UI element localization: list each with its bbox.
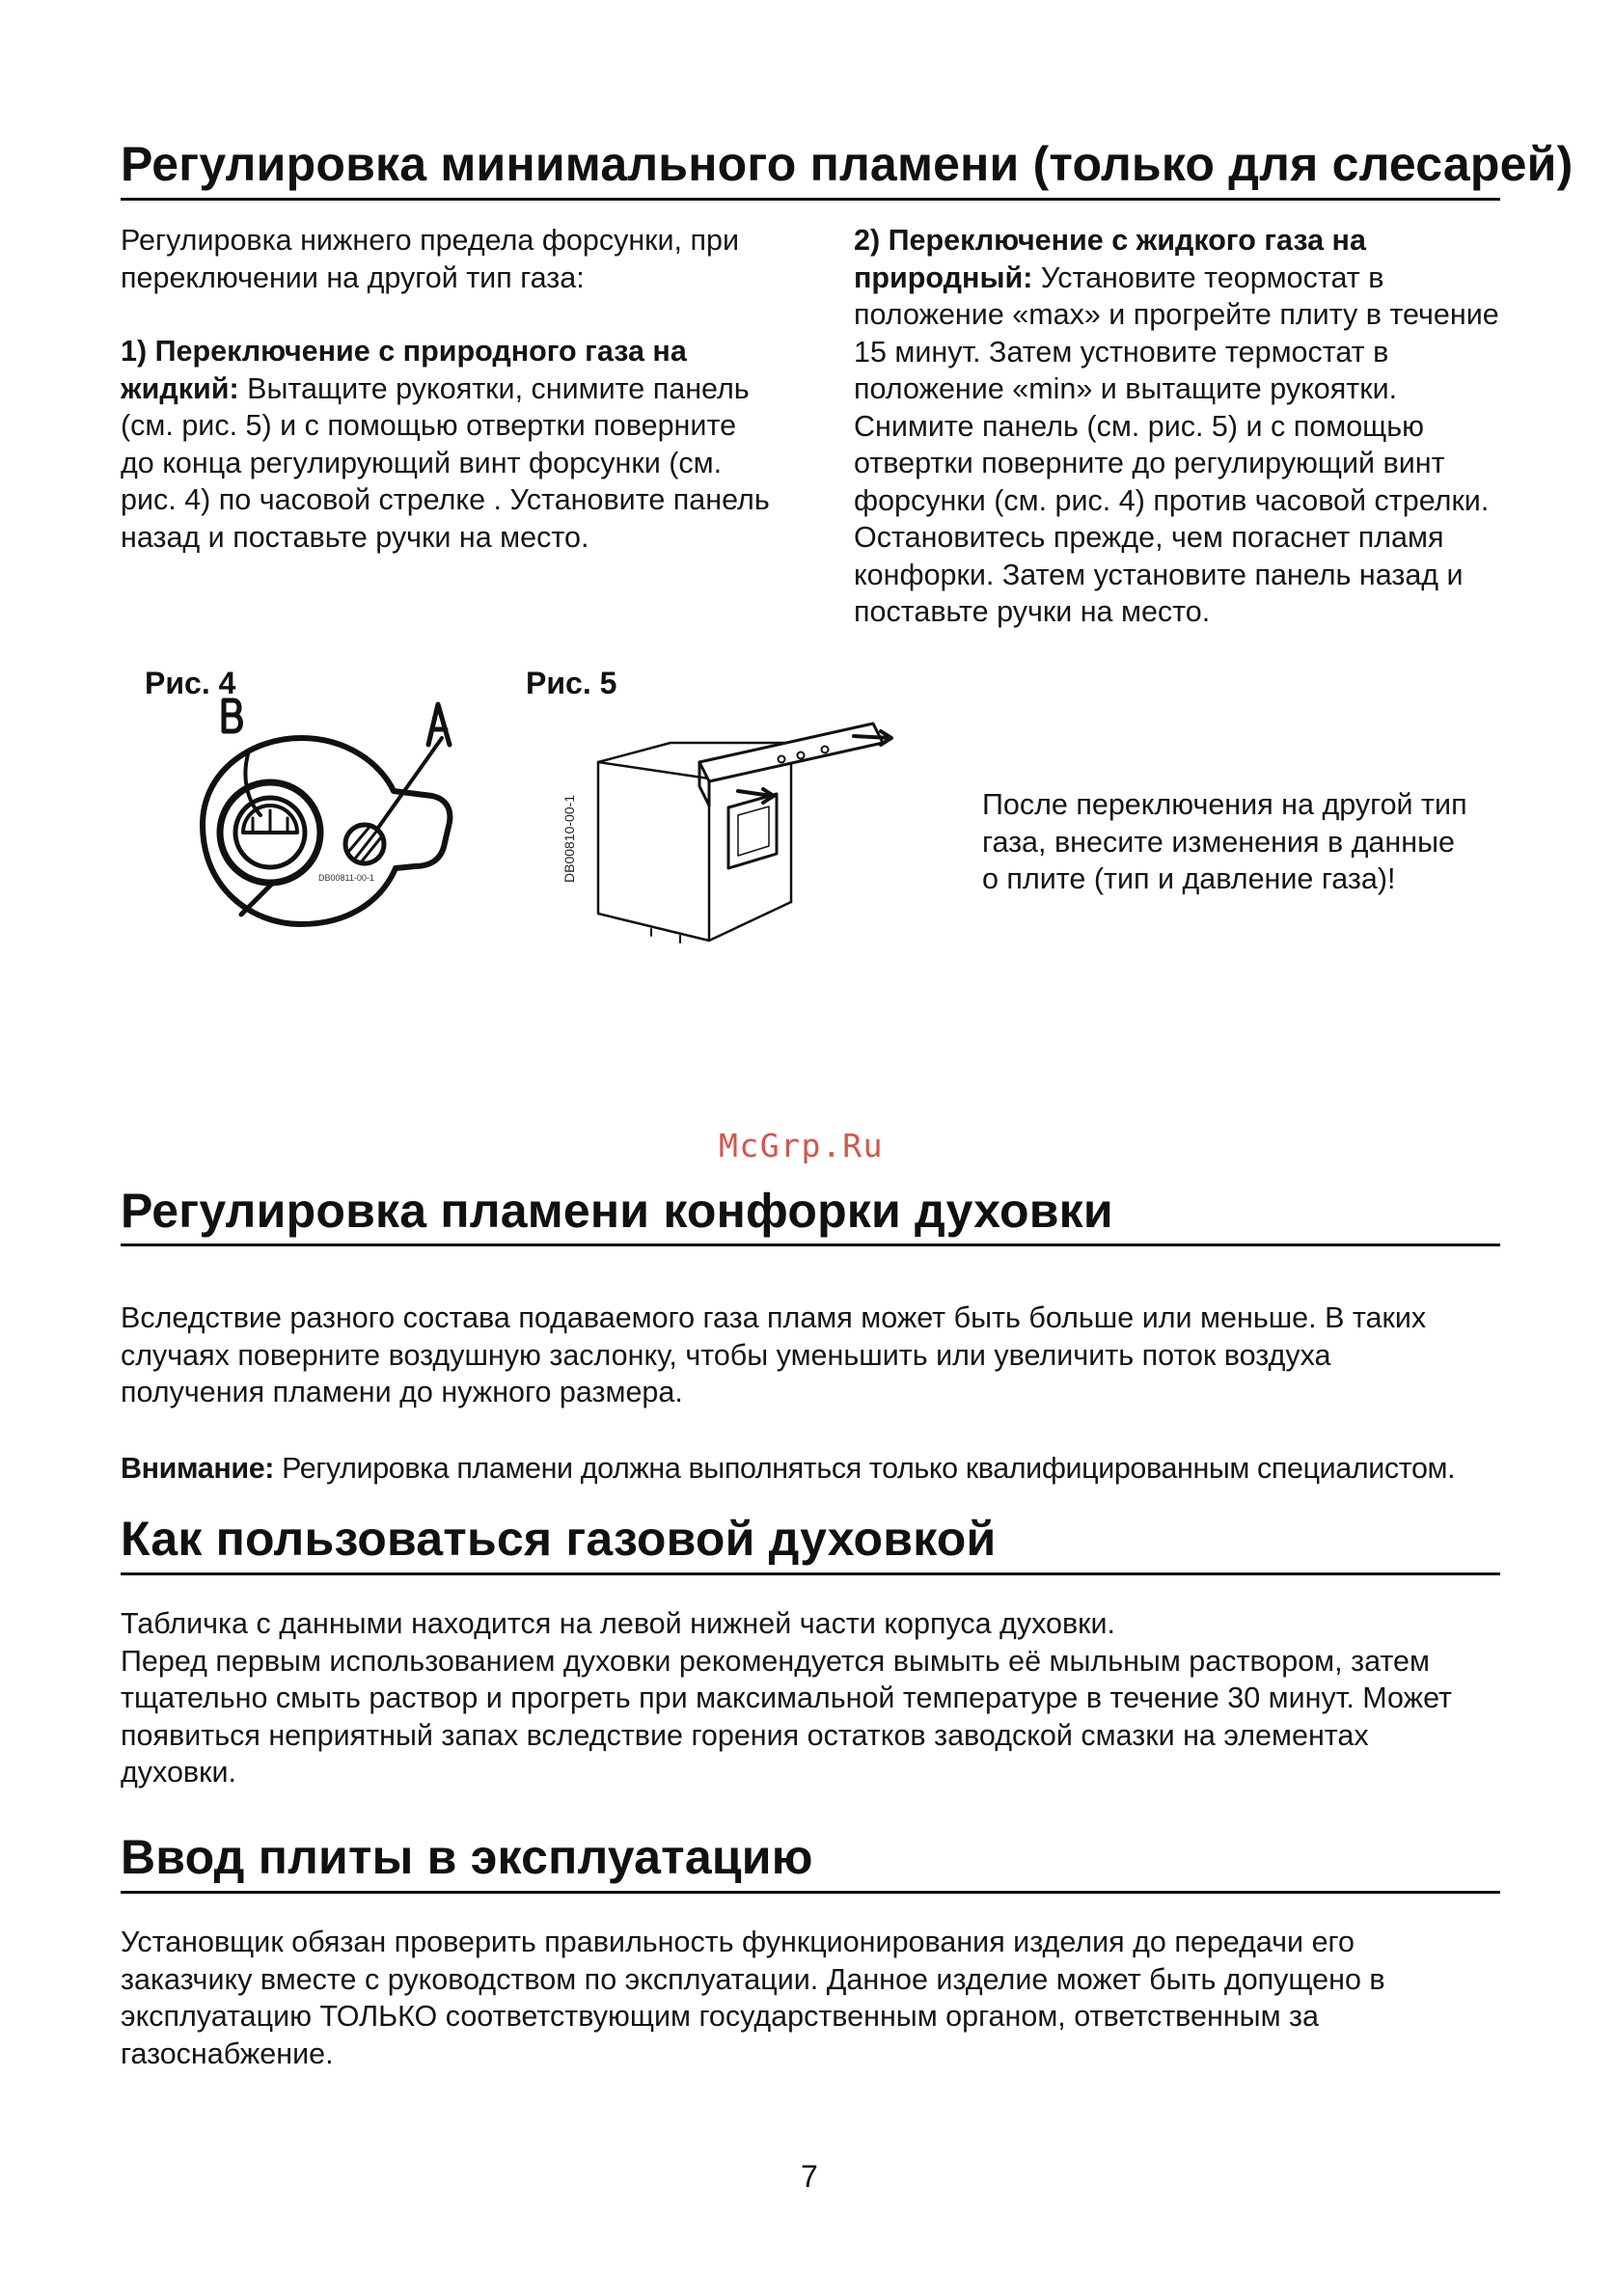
section4-title: Ввод плиты в эксплуатацию (121, 1830, 813, 1884)
paragraph-line: случаях поверните воздушную заслонку, чтобы уменьшить или увеличить поток воздуха (121, 1338, 1331, 1372)
section2-rule (121, 1244, 1500, 1246)
step2-text: положение «min» и вытащите рукоятки. (854, 372, 1398, 405)
fig5-code: DB00810-00-1 (561, 794, 577, 883)
warning-label: Внимание: (121, 1452, 275, 1485)
paragraph-line: духовки. (121, 1756, 236, 1789)
step2-text: конфорки. Затем установите панель назад и (854, 558, 1464, 591)
section1-title: Регулировка минимального пламени (только для слесарей) (121, 137, 1574, 191)
step2-heading: 2) Переключение с жидкого газа на (854, 224, 1366, 257)
section1-right-column (854, 222, 1529, 631)
section4-rule (121, 1891, 1500, 1894)
warning-text: Регулировка пламени должна выполняться только квалифицированным специалистом. (274, 1452, 1456, 1485)
paragraph-line: получения пламени до нужного размера. (121, 1376, 683, 1408)
step1-text: Вытащите рукоятки, снимите панель (238, 371, 750, 405)
step1-heading: жидкий: (121, 371, 239, 405)
gas-change-note (982, 786, 1522, 898)
paragraph-line: эксплуатацию ТОЛЬКО соответствующим государственным органом, ответственным за (121, 2000, 1319, 2033)
section3-rule (121, 1572, 1500, 1575)
fig5-caption: Рис. 5 (526, 666, 617, 700)
step2-text: положение «max» и прогрейте плиту в течение (854, 298, 1499, 331)
paragraph-line: Установщик обязан проверить правильность функционирования изделия до передачи его (121, 1926, 1355, 1958)
step2-text: отвертки поверните до регулирующий винт (854, 447, 1445, 479)
step2-text: Снимите панель (см. рис. 5) и с помощью (854, 409, 1425, 443)
section3-title: Как пользоваться газовой духовкой (121, 1512, 997, 1566)
fig5-oven-illustration (593, 699, 902, 950)
fig4-label-b (1, 1, 2, 2)
section4-paragraph (121, 1924, 1510, 2072)
paragraph-line: появиться неприятный запах вследствие горения остатков заводской смазки на элементах (121, 1718, 1369, 1752)
section3-paragraph (121, 1605, 1510, 1791)
section2-paragraph (121, 1299, 1510, 1411)
intro-line: Регулировка нижнего предела форсунки, при (121, 224, 740, 257)
watermark: McGrp.Ru (719, 1127, 884, 1164)
paragraph-line: Табличка с данными находится на левой нижней части корпуса духовки. (121, 1607, 1116, 1640)
section2-warning (121, 1450, 1510, 1488)
note-line: газа, внесите изменения в данные (982, 825, 1455, 859)
fig4-caption: Рис. 4 (145, 666, 236, 700)
step2-text: форсунки (см. рис. 4) против часовой стрелки. (854, 483, 1490, 517)
step1-text: рис. 4) по часовой стрелке . Установите панель (121, 483, 770, 516)
paragraph-line: заказчику вместе с руководством по эксплуатации. Данное изделие может быть допущено в (121, 1962, 1385, 1996)
fig4-code: DB00811-00-1 (318, 873, 374, 883)
step1-text: до конца регулирующий винт форсунки (см. (121, 446, 723, 479)
paragraph-line: тщательно смыть раствор и прогреть при максимальной температуре в течение 30 минут. Может (121, 1681, 1452, 1714)
section2-title: Регулировка пламени конфорки духовки (121, 1184, 1113, 1238)
section1-rule (121, 198, 1500, 201)
intro-line: переключении на другой тип газа: (121, 260, 585, 294)
fig4-burner-illustration (183, 695, 473, 945)
paragraph-line: газоснабжение. (121, 2036, 334, 2070)
step1-text: (см. рис. 5) и с помощью отвертки поверните (121, 409, 737, 442)
section1-left-column (121, 222, 815, 556)
step1-text: назад и поставьте ручки на место. (121, 520, 589, 554)
step2-text: Установите теормостат в (1032, 260, 1384, 294)
paragraph-line: Перед первым использованием духовки рекомендуется вымыть её мыльным раствором, затем (121, 1644, 1430, 1678)
paragraph-line: Вследствие разного состава подаваемого газа пламя может быть больше или меньше. В таких (121, 1301, 1427, 1334)
step1-heading: 1) Переключение с природного газа на (121, 335, 687, 368)
step2-text: Остановитесь прежде, чем погаснет пламя (854, 521, 1444, 554)
note-line: о плите (тип и давление газа)! (982, 862, 1396, 895)
step2-heading: природный: (854, 260, 1033, 294)
step2-text: 15 минут. Затем устновите термостат в (854, 335, 1389, 369)
note-line: После переключения на другой тип (982, 788, 1467, 821)
page-number: 7 (801, 2159, 818, 2194)
step2-text: поставьте ручки на место. (854, 595, 1211, 628)
